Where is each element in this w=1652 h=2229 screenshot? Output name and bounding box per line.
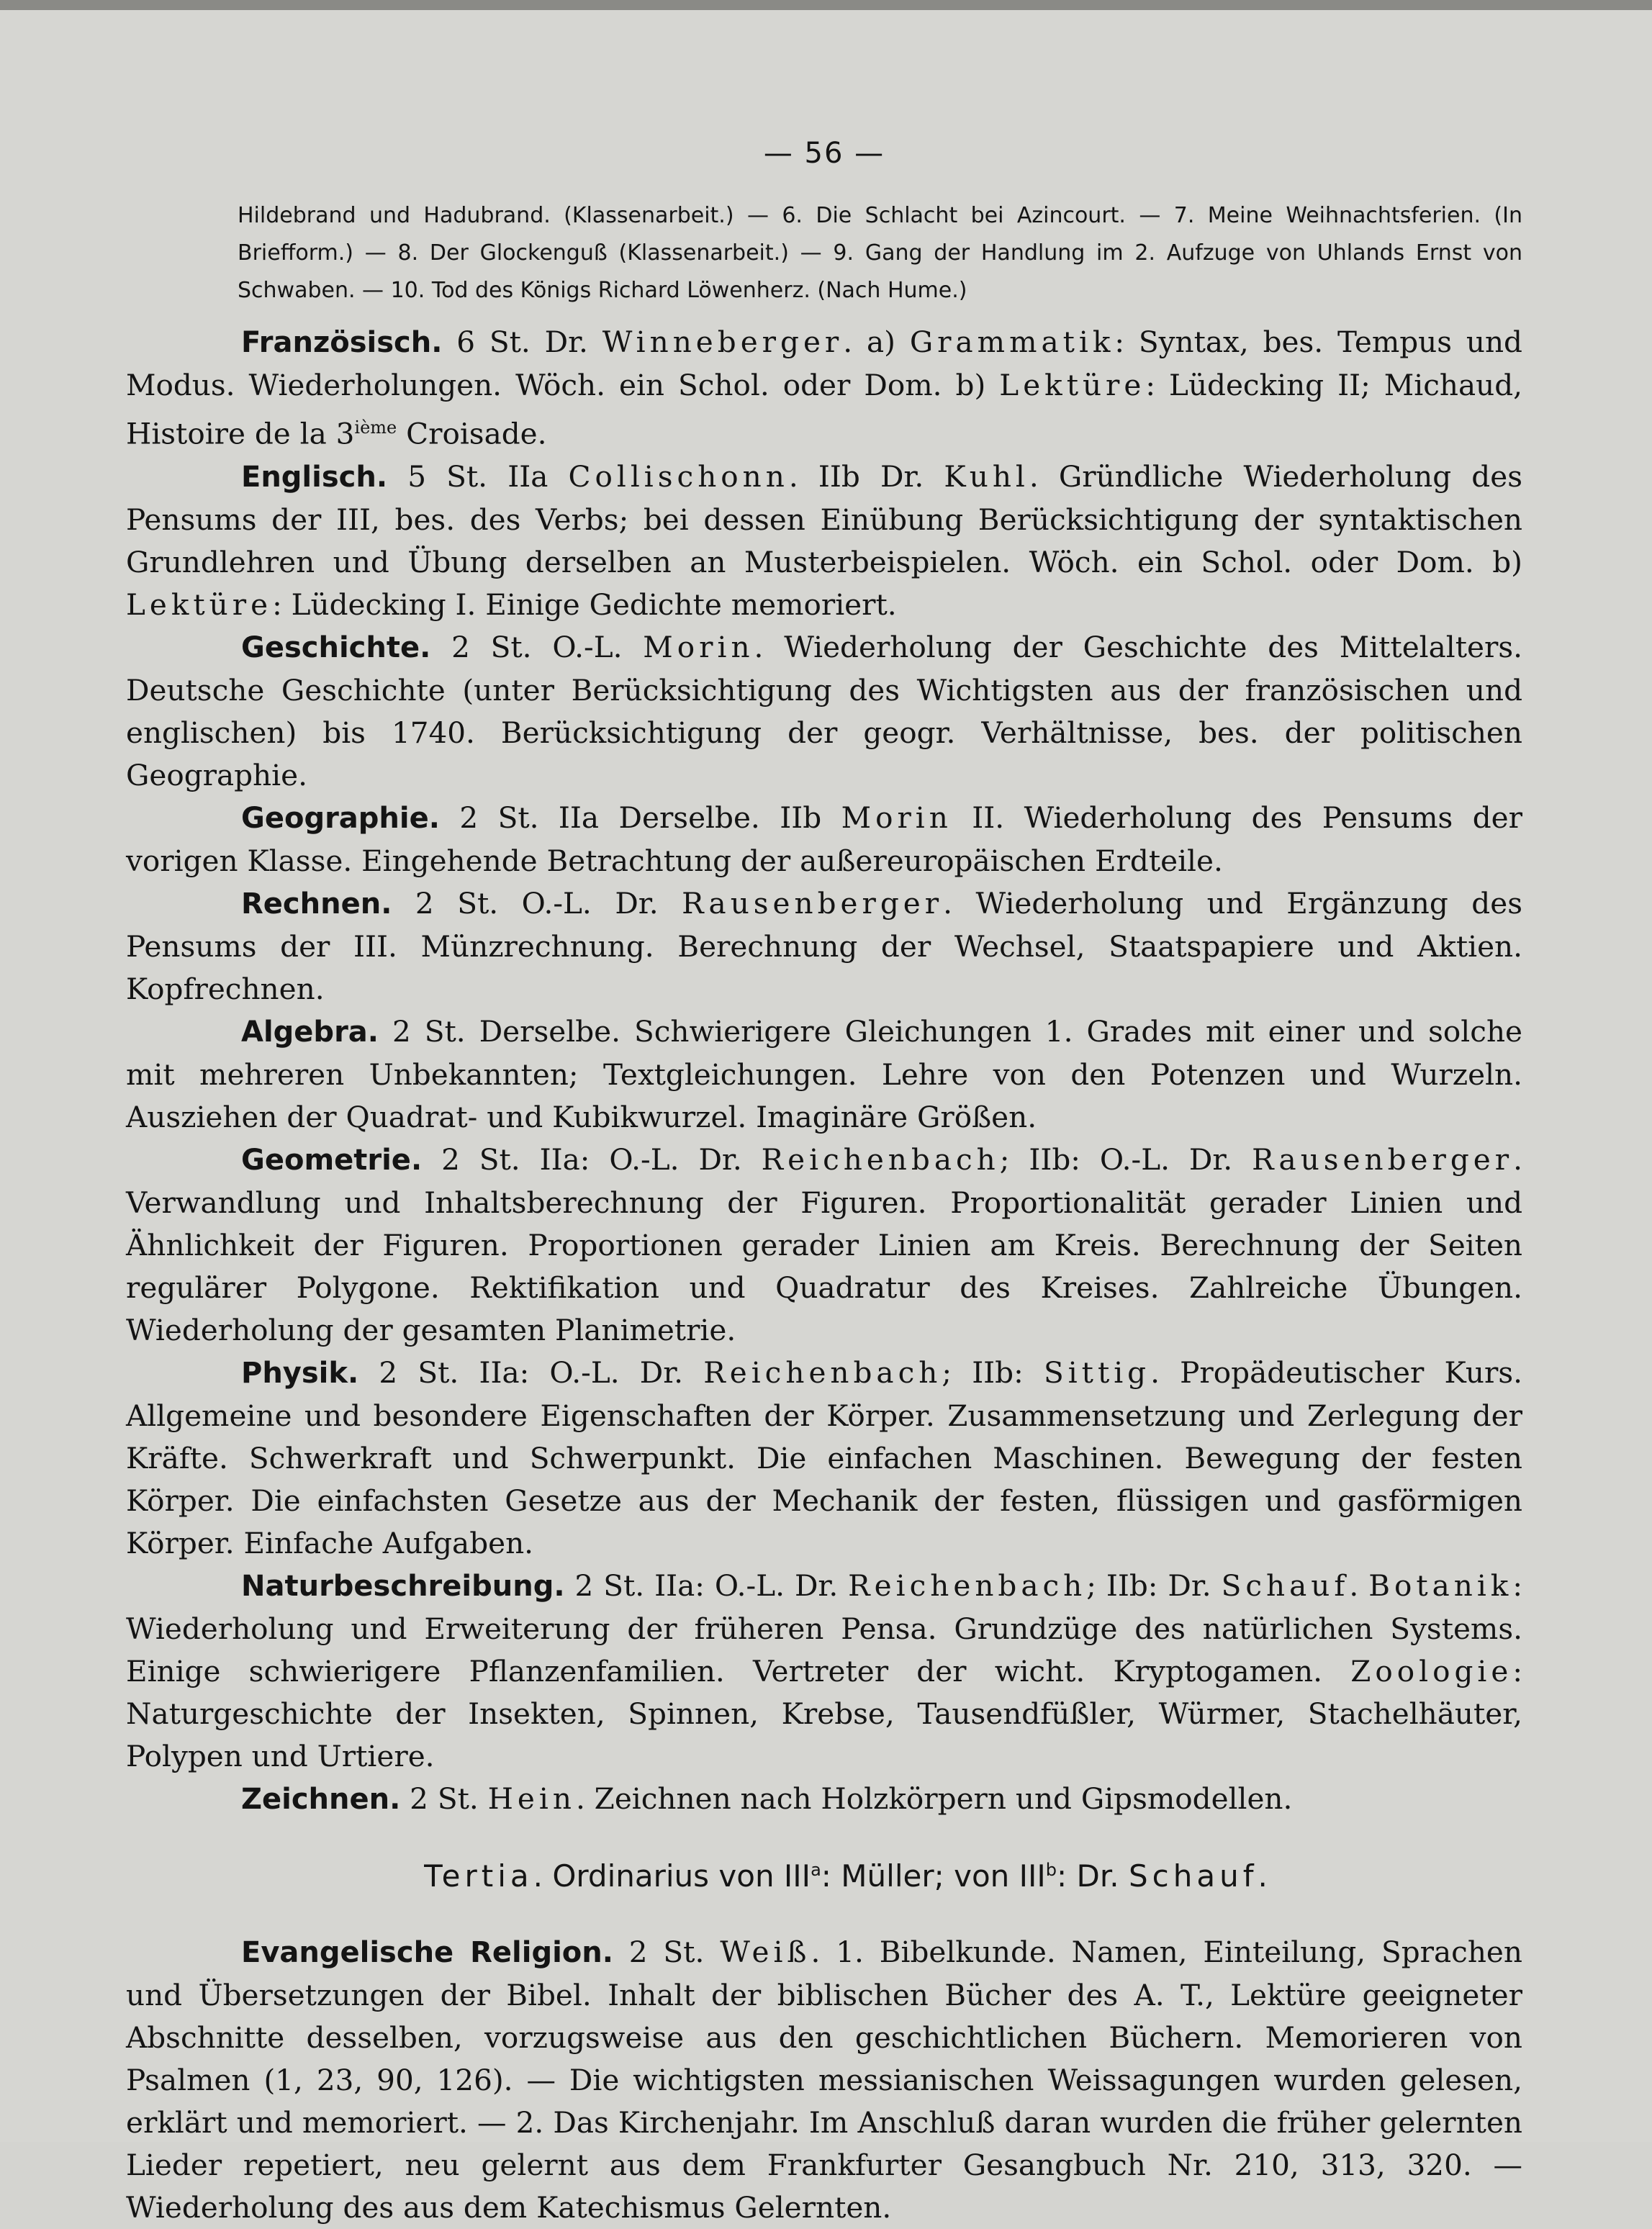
text: : Lüdecking I. Einige Gedichte memoriert. xyxy=(272,587,897,622)
text: 2 St. IIa: O.-L. Dr. xyxy=(564,1568,849,1603)
heading-englisch: Englisch. xyxy=(241,460,388,494)
text: : Müller; von III xyxy=(821,1858,1046,1894)
teacher-name: Collischonn xyxy=(568,458,789,494)
text: : Wiederholung und Erweiterung der früheren Pensa. Grundzüge des natürlichen Systems. Einige schwierigere Pflanzenfamilien. Vertreter der wicht. Kryptogamen. xyxy=(126,1568,1522,1688)
teacher-name: Reichenbach xyxy=(848,1568,1087,1603)
teacher-name: Winneberger xyxy=(602,325,844,359)
heading-rechnen: Rechnen. xyxy=(241,887,392,921)
keyword: Grammatik xyxy=(909,325,1115,359)
teacher-name: Morin xyxy=(841,800,952,835)
text: 2 St. IIa: O.-L. Dr. xyxy=(358,1355,704,1390)
superscript: ième xyxy=(354,417,397,438)
section-title: Tertia xyxy=(424,1858,533,1894)
heading-algebra: Algebra. xyxy=(241,1015,379,1049)
text: . Wiederholung und Ergänzung des Pensums der III. Münzrechnung. Berechnung der Wechsel, Staatspapiere und Aktien. Kopfrechnen. xyxy=(126,885,1522,1006)
text: ; IIb: xyxy=(942,1355,1044,1390)
heading-physik: Physik. xyxy=(241,1356,359,1390)
intro-essay-list: Hildebrand und Hadubrand. (Klassenarbeit.) — 6. Die Schlacht bei Azincourt. — 7. Meine Weihnachtsferien. (In Briefform.) — 8. Der Glockenguß (Klassenarbeit.) — 9. Gang der Handlung im 2. Aufzuge von Uhlands Ernst von Schwaben. — 10. Tod des Königs Richard Löwenherz. (Nach Hume.) xyxy=(238,203,1522,303)
page-number: — 56 — xyxy=(763,137,885,170)
heading-geschichte: Geschichte. xyxy=(241,630,431,664)
teacher-name: Sittig xyxy=(1043,1355,1151,1390)
teacher-name: Hein xyxy=(487,1781,576,1816)
entry-franzoesisch xyxy=(126,321,1522,456)
text: 2 St. Derselbe. Schwierigere Gleichungen 1. Grades mit einer und solche mit mehreren Unbekannten; Textgleichungen. Lehre von den Potenzen und Wurzeln. Ausziehen der Quadrat- und Kubikwurzel. Imaginäre Größen. xyxy=(126,1013,1522,1134)
keyword: Lektüre xyxy=(126,587,273,622)
teacher-name: Schauf xyxy=(1129,1858,1258,1894)
heading-naturbeschreibung: Naturbeschreibung. xyxy=(241,1569,565,1603)
entry-geographie xyxy=(126,797,1522,882)
scan-top-edge xyxy=(0,0,1652,10)
entry-naturbeschreibung xyxy=(126,1565,1522,1778)
keyword: Lektüre xyxy=(999,368,1146,402)
superscript: b xyxy=(1045,1859,1057,1880)
text: . xyxy=(1349,1568,1369,1603)
teacher-name: Weiß xyxy=(720,1934,811,1969)
text: . a) xyxy=(843,325,910,359)
entry-religion xyxy=(126,1931,1522,2229)
text: : Syntax, bes. Tempus und Modus. Wiederholungen. Wöch. ein Schol. oder Dom. b) xyxy=(126,325,1522,402)
text: 2 St. O.-L. Dr. xyxy=(392,885,682,921)
text: 2 St. O.-L. xyxy=(430,629,644,664)
keyword: Zoologie xyxy=(1350,1653,1513,1688)
heading-religion: Evangelische Religion. xyxy=(241,1935,613,1969)
text: Croisade. xyxy=(397,416,547,451)
text: ; IIb: Dr. xyxy=(1086,1568,1222,1603)
text: . Wiederholung der Geschichte des Mittelalters. Deutsche Geschichte (unter Berücksichtigung des Wichtigsten aus der französischen und englischen) bis 1740. Berücksichtigung der geogr. Verhältnisse, bes. der politischen Geographie. xyxy=(126,629,1522,792)
teacher-name: Kuhl xyxy=(944,458,1029,494)
heading-geometrie: Geometrie. xyxy=(241,1143,423,1177)
page-content xyxy=(126,137,1522,2229)
text: . Gründliche Wiederholung des Pensums der III, bes. des Verbs; bei dessen Einübung Berücksichtigung der syntaktischen Grundlehren und Übung derselben an Musterbeispielen. Wöch. ein Schol. oder Dom. b) xyxy=(126,458,1522,579)
entry-algebra xyxy=(126,1010,1522,1139)
text: II. Wiederholung des Pensums der vorigen Klasse. Eingehende Betrachtung der außereuropäischen Erdteile. xyxy=(126,800,1522,878)
text: 2 St. xyxy=(613,1934,721,1969)
text: : Lüdecking II; Michaud, Histoire de la 3 xyxy=(126,368,1522,451)
text: 2 St. IIa: O.-L. Dr. xyxy=(422,1141,762,1177)
heading-geographie: Geographie. xyxy=(241,801,440,835)
text: 2 St. IIa Derselbe. IIb xyxy=(439,800,841,835)
teacher-name: Reichenbach xyxy=(761,1141,1000,1177)
text: . IIb Dr. xyxy=(788,458,944,494)
entry-geometrie xyxy=(126,1139,1522,1352)
text: . Verwandlung und Inhaltsberechnung der Figuren. Proportionalität gerader Linien und Ähnlichkeit der Figuren. Proportionen gerader Linien am Kreis. Berechnung der Seiten regulärer Polygone. Rektifikation und Quadratur des Kreises. Zahlreiche Übungen. Wiederholung der gesamten Planimetrie. xyxy=(126,1141,1522,1347)
teacher-name: Rausenberger xyxy=(1252,1141,1514,1177)
entry-zeichnen xyxy=(126,1778,1522,1821)
teacher-name: Schauf xyxy=(1221,1568,1350,1603)
heading-franzoesisch: Französisch. xyxy=(241,326,443,359)
text: . xyxy=(1258,1858,1268,1894)
text: . Propädeutischer Kurs. Allgemeine und besondere Eigenschaften der Körper. Zusammensetzung und Zerlegung der Kräfte. Schwerkraft und Schwerpunkt. Die einfachen Maschinen. Bewegung der festen Körper. Die einfachsten Gesetze aus der Mechanik der festen, flüssigen und gasförmigen Körper. Einfache Aufgaben. xyxy=(126,1355,1522,1560)
teacher-name: Morin xyxy=(643,629,754,664)
entry-geschichte xyxy=(126,626,1522,797)
entry-physik xyxy=(126,1352,1522,1565)
entry-rechnen xyxy=(126,882,1522,1010)
text: 5 St. IIa xyxy=(387,458,569,494)
teacher-name: Reichenbach xyxy=(703,1355,942,1390)
text: : Dr. xyxy=(1057,1858,1129,1894)
keyword: Botanik xyxy=(1368,1568,1513,1603)
text: . Zeichnen nach Holzkörpern und Gipsmodellen. xyxy=(575,1781,1293,1816)
entry-englisch xyxy=(126,456,1522,626)
section-heading-tertia xyxy=(169,1848,1522,1898)
teacher-name: Rausenberger xyxy=(682,885,944,921)
text: : Naturgeschichte der Insekten, Spinnen, Krebse, Tausendfüßler, Würmer, Stachelhäuter, Polypen und Urtiere. xyxy=(126,1653,1522,1773)
text: . 1. Bibelkunde. Namen, Einteilung, Sprachen und Übersetzungen der Bibel. Inhalt der biblischen Bücher des A. T., Lektüre geeigneter Abschnitte desselben, vorzugsweise aus den geschichtlichen Büchern. Memorieren von Psalmen (1, 23, 90, 126). — Die wichtigsten messianischen Weissagungen wurden gelesen, erklärt und memoriert. — 2. Das Kirchenjahr. Im Anschluß daran wurden die früher gelernten Lieder repetiert, neu gelernt aus dem Frankfurter Gesangbuch Nr. 210, 313, 320. — Wiederholung des aus dem Katechismus Gelernten. xyxy=(126,1934,1522,2225)
superscript: a xyxy=(811,1859,821,1880)
text: ; IIb: O.-L. Dr. xyxy=(999,1141,1252,1177)
text: 6 St. Dr. xyxy=(442,325,602,359)
text: 2 St. xyxy=(400,1781,488,1816)
text: . Ordinarius von III xyxy=(533,1858,811,1894)
heading-zeichnen: Zeichnen. xyxy=(241,1782,401,1816)
